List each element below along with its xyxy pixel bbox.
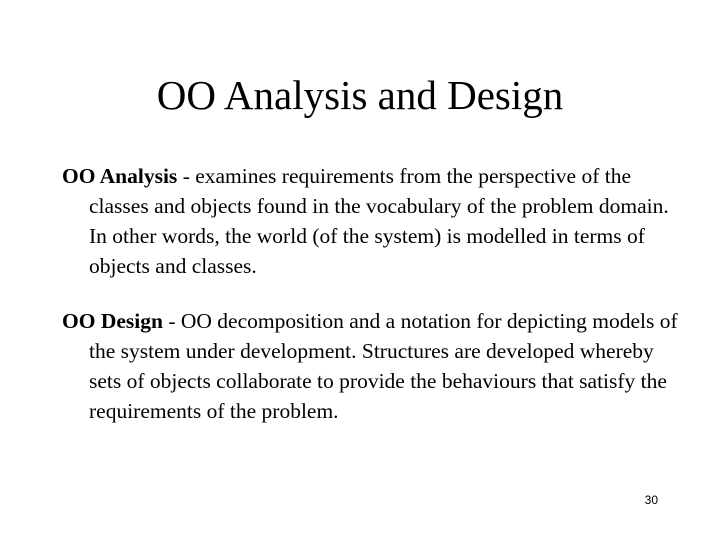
page-number: 30 — [644, 493, 658, 507]
analysis-term: OO Analysis — [62, 164, 178, 188]
design-definition: - OO decomposition and a notation for depicting models of the system under development. Structures are developed whereby sets of objects collaborate to provide the behaviours that satisfy the requirements of the problem. — [89, 309, 678, 423]
slide-title: OO Analysis and Design — [156, 72, 564, 118]
design-paragraph — [62, 306, 689, 426]
analysis-paragraph — [62, 161, 689, 281]
analysis-definition: - examines requirements from the perspective of the classes and objects found in the vocabulary of the problem domain. In other words, the world (of the system) is modelled in terms of objects and classes. — [89, 164, 669, 278]
design-term: OO Design — [62, 309, 163, 333]
